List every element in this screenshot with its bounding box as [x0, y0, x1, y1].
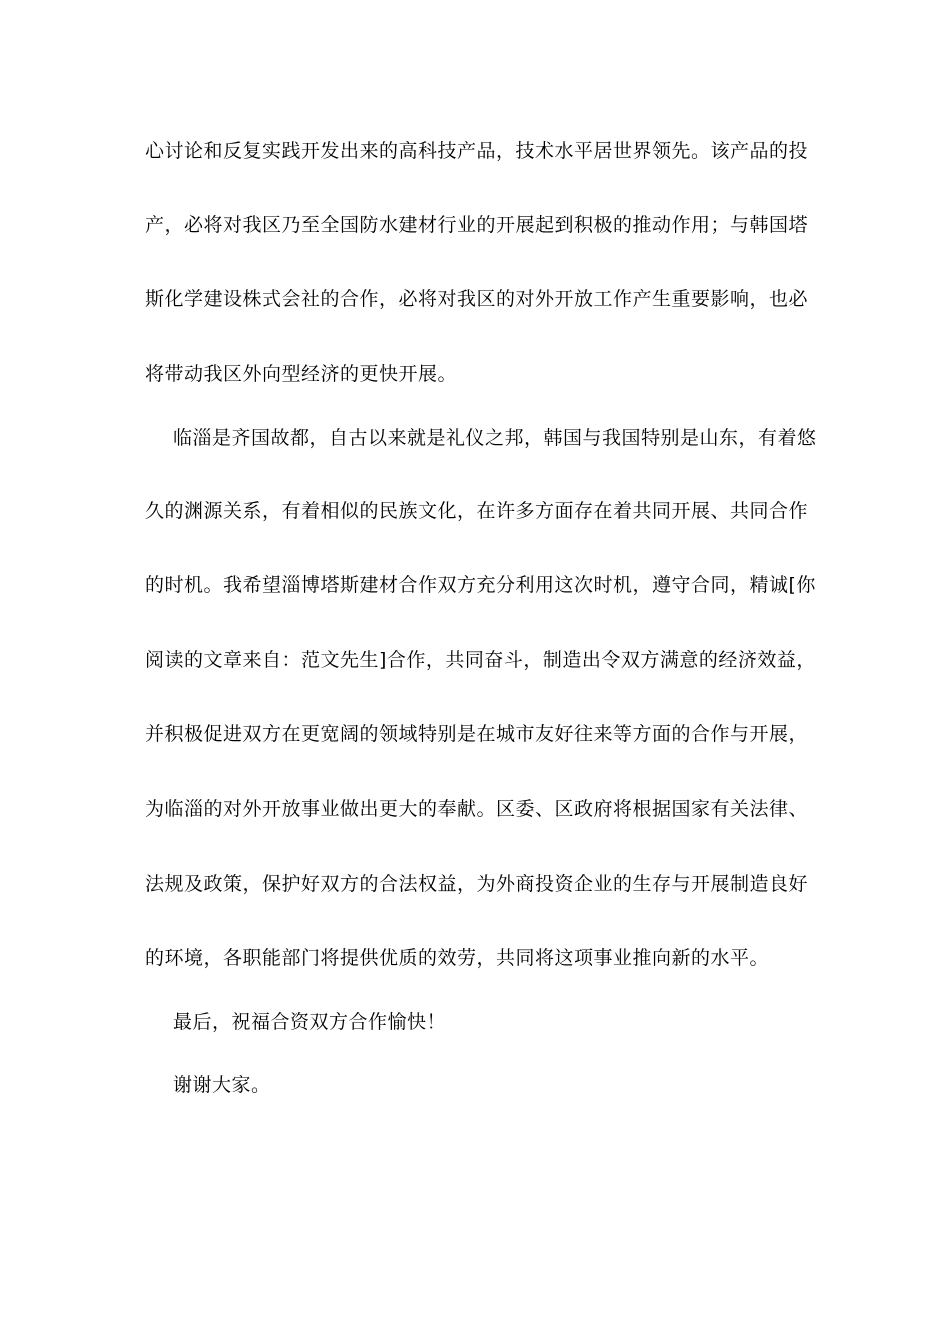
closing-thanks: 谢谢大家。 [173, 1074, 271, 1096]
text-line: 心讨论和反复实践开发出来的高科技产品，技术水平居世界领先。该产品的投 [145, 140, 809, 162]
text-line: 产，必将对我区乃至全国防水建材行业的开展起到积极的推动作用；与韩国塔 [145, 214, 809, 236]
text-line: 并积极促进双方在更宽阔的领域特别是在城市友好往来等方面的合作与开展， [145, 723, 809, 745]
text-line: 临淄是齐国故都，自古以来就是礼仪之邦，韩国与我国特别是山东，有着悠 [173, 427, 817, 449]
text-line: 的时机。我希望淄博塔斯建材合作双方充分利用这次时机，遵守合同，精诚[你 [145, 574, 816, 596]
text-line: 久的渊源关系，有着相似的民族文化，在许多方面存在着共同开展、共同合作 [145, 500, 809, 522]
text-line: 的环境，各职能部门将提供优质的效劳，共同将这项事业推向新的水平。 [145, 947, 770, 969]
text-line: 为临淄的对外开放事业做出更大的奉献。区委、区政府将根据国家有关法律、 [145, 798, 809, 820]
closing-wish: 最后，祝福合资双方合作愉快！ [173, 1011, 447, 1033]
text-line: 将带动我区外向型经济的更快开展。 [145, 363, 458, 385]
text-line: 斯化学建设株式会社的合作，必将对我区的对外开放工作产生重要影响，也必 [145, 288, 809, 310]
text-line: 阅读的文章来自：范文先生]合作，共同奋斗，制造出令双方满意的经济效益， [145, 649, 816, 671]
text-line: 法规及政策，保护好双方的合法权益，为外商投资企业的生存与开展制造良好 [145, 873, 809, 895]
